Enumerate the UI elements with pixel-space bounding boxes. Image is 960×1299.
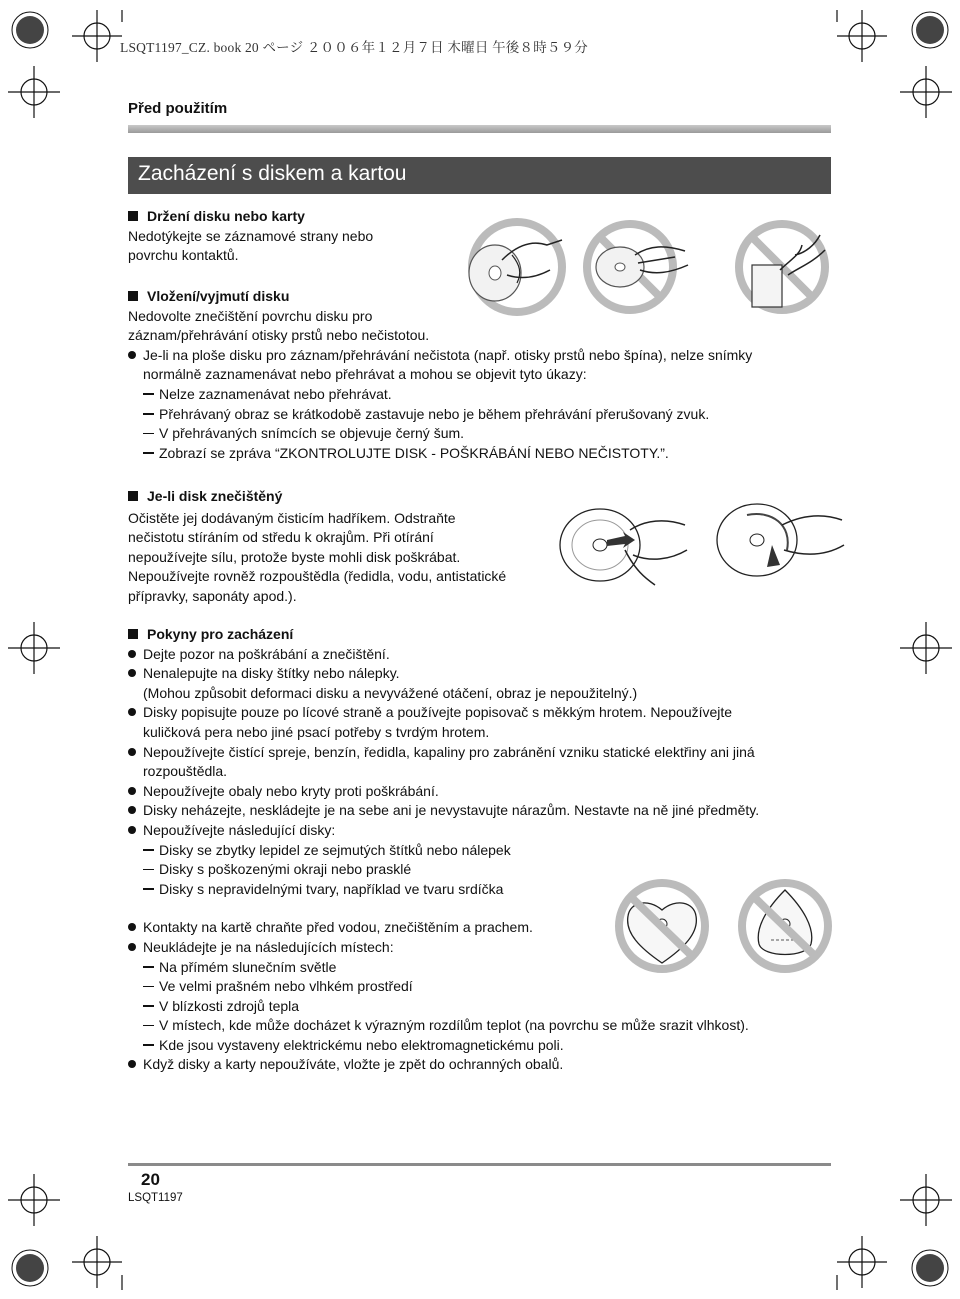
dash-text: Ve velmi prašném nebo vlhkém prostředí [159,978,413,995]
dash-icon [143,966,154,968]
bullet-icon [128,787,136,795]
dash-text: V přehrávaných snímcích se objevuje černý šum. [159,425,465,442]
dash-icon [143,1044,154,1046]
bullet-text: Neukládejte je na následujících místech: [143,938,394,955]
prohibited-card-touch-icon [730,215,840,315]
dash-text: Kde jsou vystaveny elektrickému nebo elektromagnetickému poli. [159,1036,564,1053]
illustration-clean-correct [555,500,690,590]
bullet-icon [128,708,136,716]
bullet-text: Disky neházejte, neskládejte je na sebe ani je nevystavujte nárazům. Nestavte na ně jiné předměty. [143,802,760,819]
bullet-icon [128,943,136,951]
dash-text: V místech, kde může docházet k výrazným rozdílům teplot (na povrchu se může srazit vlhkost). [159,1017,749,1034]
bullet-icon [128,650,136,658]
section-heading: Držení disku nebo karty [147,208,305,224]
dash-icon [143,888,154,890]
dash-icon [143,986,154,988]
dash-text: Nelze zaznamenávat nebo přehrávat. [159,385,392,402]
bullet-icon [128,806,136,814]
book-header: LSQT1197_CZ. book 20 ページ ２００６年１２月７日 木曜日 午後８時５９分 [120,40,589,55]
prohibited-teardrop-disc-icon [733,878,838,973]
dash-text: Zobrazí se zpráva “ZKONTROLUJTE DISK - POŠKRÁBÁNÍ NEBO NEČISTOTY.”. [159,444,669,461]
prohibited-heart-disc-icon [610,878,715,973]
dash-icon [143,393,154,395]
dash-text: Disky s poškozenými okraji nebo prasklé [159,861,412,878]
section-cleaning [128,487,506,607]
section-heading: Je-li disk znečištěný [147,488,283,504]
body-text: záznam/přehrávání otisky prstů nebo nečistotou. [128,327,430,344]
bullet-icon [128,1060,136,1068]
header-rule [128,125,831,133]
dash-text: Disky se zbytky lepidel ze sejmutých štítků nebo nálepek [159,841,511,858]
dash-icon [143,1025,154,1027]
bullet-text: Nepoužívejte následující disky: [143,821,336,838]
dash-icon [143,1005,154,1007]
dash-icon [143,433,154,435]
bullet-icon [128,826,136,834]
bullet-text: (Mohou způsobit deformaci disku a nevyvážené otáčení, obraz je nepoužitelný.) [143,684,638,701]
page-title: Zacházení s diskem a kartou [138,162,407,185]
bullet-text: Nepoužívejte obaly nebo kryty proti poškrábání. [143,782,439,799]
bullet-icon [128,923,136,931]
dash-icon [143,849,154,851]
bullet-text: Disky popisujte pouze po lícové straně a používejte popisovač s měkkým hrotem. Nepoužívejte [143,704,733,721]
bullet-text: Dejte pozor na poškrábání a znečištění. [143,645,390,662]
page-number: 20 [141,1170,160,1189]
document-code: LSQT1197 [128,1192,183,1204]
illustration-disc-edge-hold [462,215,582,315]
square-bullet-icon [128,629,138,639]
dash-text: Přehrávaný obraz se krátkodobě zastavuje nebo je během přehrávání přerušovaný zvuk. [159,405,710,422]
square-bullet-icon [128,291,138,301]
dash-text: V blízkosti zdrojů tepla [159,997,300,1014]
section-holding [128,207,373,266]
dash-icon [143,452,154,454]
section-handling [128,625,759,1075]
square-bullet-icon [128,211,138,221]
body-text: přípravky, saponáty apod.). [128,587,297,604]
bullet-icon [128,351,136,359]
dash-text: Disky s nepravidelnými tvary, například ve tvaru srdíčka [159,880,504,897]
bullet-text: Nepoužívejte čistící spreje, benzín, ředidla, kapaliny pro zabránění vzniku statické elektřiny ani jiná [143,743,755,760]
dash-icon [143,413,154,415]
body-text: nepoužívejte sílu, protože byste mohli disk poškrábat. [128,548,461,565]
prohibited-clean-circular-icon [712,495,847,585]
bullet-text: rozpouštědla. [143,763,228,780]
square-bullet-icon [128,491,138,501]
body-text: nečistotu stíráním od středu k okrajům. Při otírání [128,529,434,546]
section-heading: Vložení/vyjmutí disku [147,288,290,304]
section-heading: Pokyny pro zacházení [147,626,294,642]
dash-icon [143,869,154,871]
bullet-icon [128,669,136,677]
bullet-icon [128,748,136,756]
bullet-text: kuličková pera nebo jiné psací potřeby s tvrdým hrotem. [143,723,490,740]
bullet-text: Kontakty na kartě chraňte před vodou, znečištěním a prachem. [143,919,533,936]
section-label: Před použitím [128,100,228,117]
body-text: Očistěte jej dodávaným čisticím hadříkem. Odstraňte [128,509,456,526]
bullet-text: Nenalepujte na disky štítky nebo nálepky. [143,665,400,682]
body-text: povrchu kontaktů. [128,247,239,264]
prohibited-disc-touch-icon [580,215,700,315]
bullet-text: Když disky a karty nepoužíváte, vložte je zpět do ochranných obalů. [143,1056,564,1073]
dash-text: Na přímém slunečním světle [159,958,337,975]
bullet-text: Je-li na ploše disku pro záznam/přehrávání nečistota (např. otisky prstů nebo špína), nelze snímky [143,346,753,363]
footer-rule [128,1163,831,1166]
bullet-text: normálně zaznamenávat nebo přehrávat a mohou se objevit tyto úkazy: [143,366,587,383]
body-text: Nepoužívejte rovněž rozpouštědla (ředidla, vodu, antistatické [128,568,507,585]
body-text: Nedotýkejte se záznamové strany nebo [128,227,374,244]
body-text: Nedovolte znečištění povrchu disku pro [128,307,373,324]
